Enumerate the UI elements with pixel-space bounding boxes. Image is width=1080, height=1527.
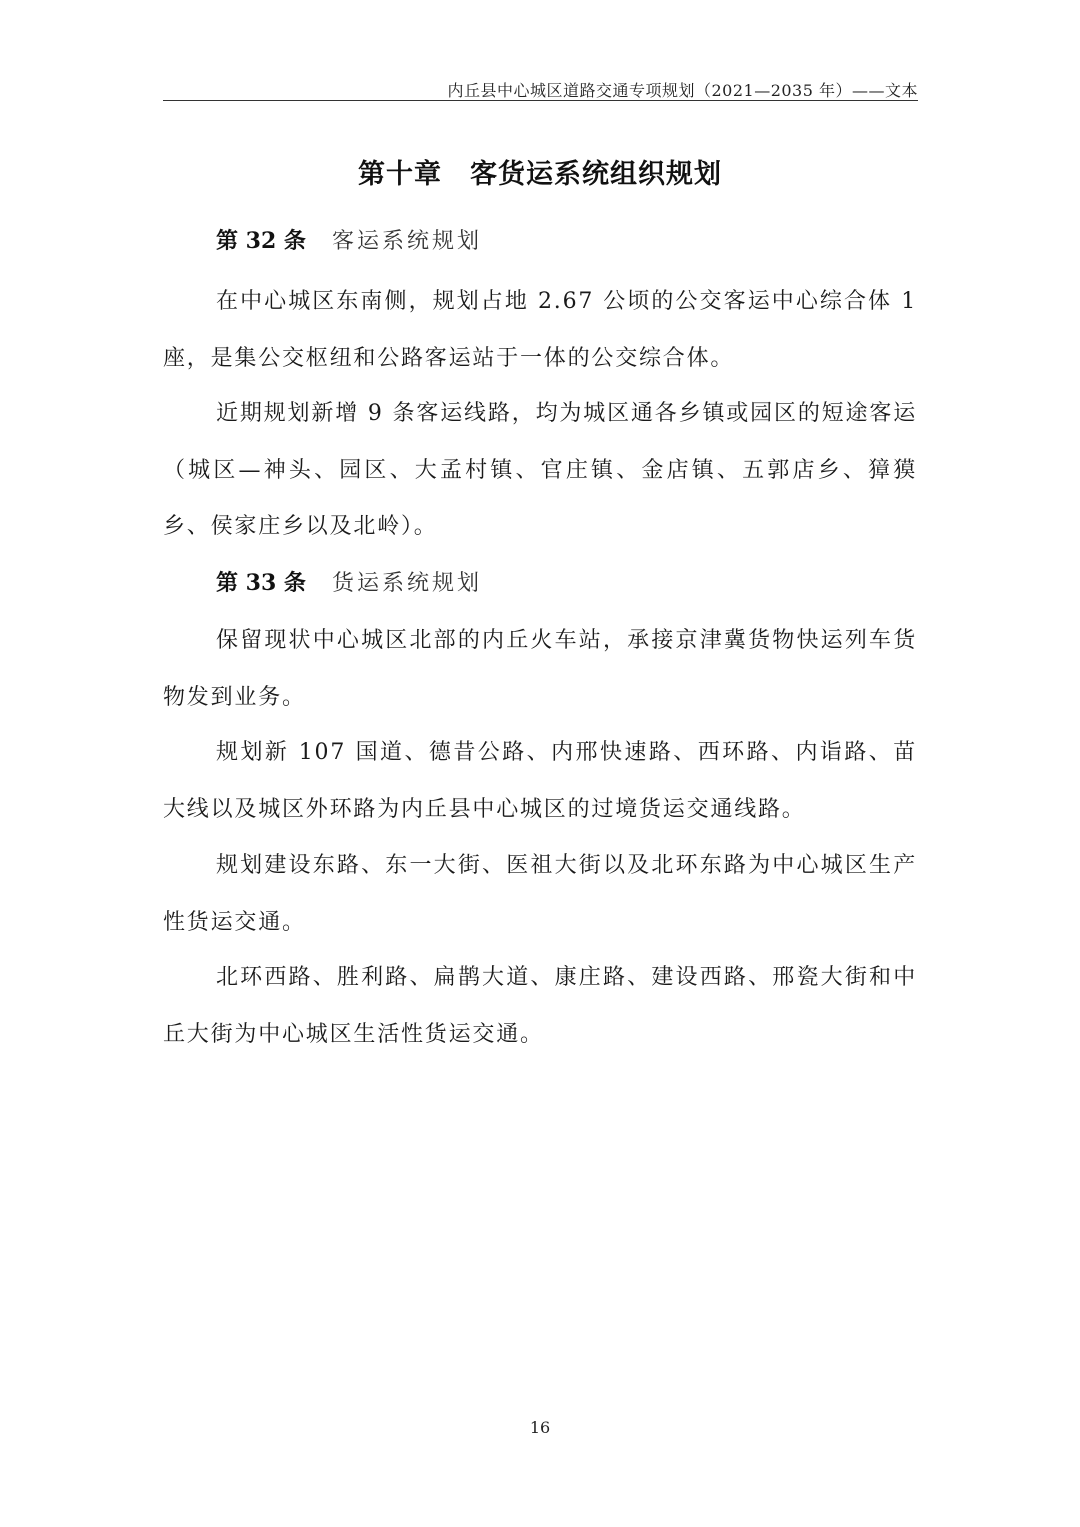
article-title: 货运系统规划 (331, 571, 482, 596)
paragraph: 北环西路、胜利路、扁鹊大道、康庄路、建设西路、邢瓷大街和中丘大街为中心城区生活性货运交通。 (163, 965, 917, 1047)
article-number: 第 32 条 (216, 228, 306, 254)
running-header: 内丘县中心城区道路交通专项规划（2021—2035 年）——文本 (447, 81, 918, 100)
article-title: 客运系统规划 (331, 229, 482, 254)
article-heading-33 (216, 566, 482, 597)
page-number: 16 (529, 1418, 551, 1437)
paragraph: 规划建设东路、东一大街、医祖大街以及北环东路为中心城区生产性货运交通。 (163, 853, 917, 935)
header-divider (163, 100, 918, 101)
chapter-title: 第十章 客货运系统组织规划 (358, 159, 722, 190)
paragraph: 近期规划新增 9 条客运线路，均为城区通各乡镇或园区的短途客运（城区—神头、园区、大孟村镇、官庄镇、金店镇、五郭店乡、獐獏乡、侯家庄乡以及北岭）。 (163, 401, 917, 539)
paragraph: 保留现状中心城区北部的内丘火车站，承接京津冀货物快运列车货物发到业务。 (163, 628, 917, 710)
paragraph: 在中心城区东南侧，规划占地 2.67 公顷的公交客运中心综合体 1 座，是集公交枢纽和公路客运站于一体的公交综合体。 (163, 289, 917, 371)
article-heading-32 (216, 224, 482, 255)
article-number: 第 33 条 (216, 570, 306, 596)
paragraph: 规划新 107 国道、德昔公路、内邢快速路、西环路、内诣路、苗大线以及城区外环路为内丘县中心城区的过境货运交通线路。 (163, 740, 917, 822)
